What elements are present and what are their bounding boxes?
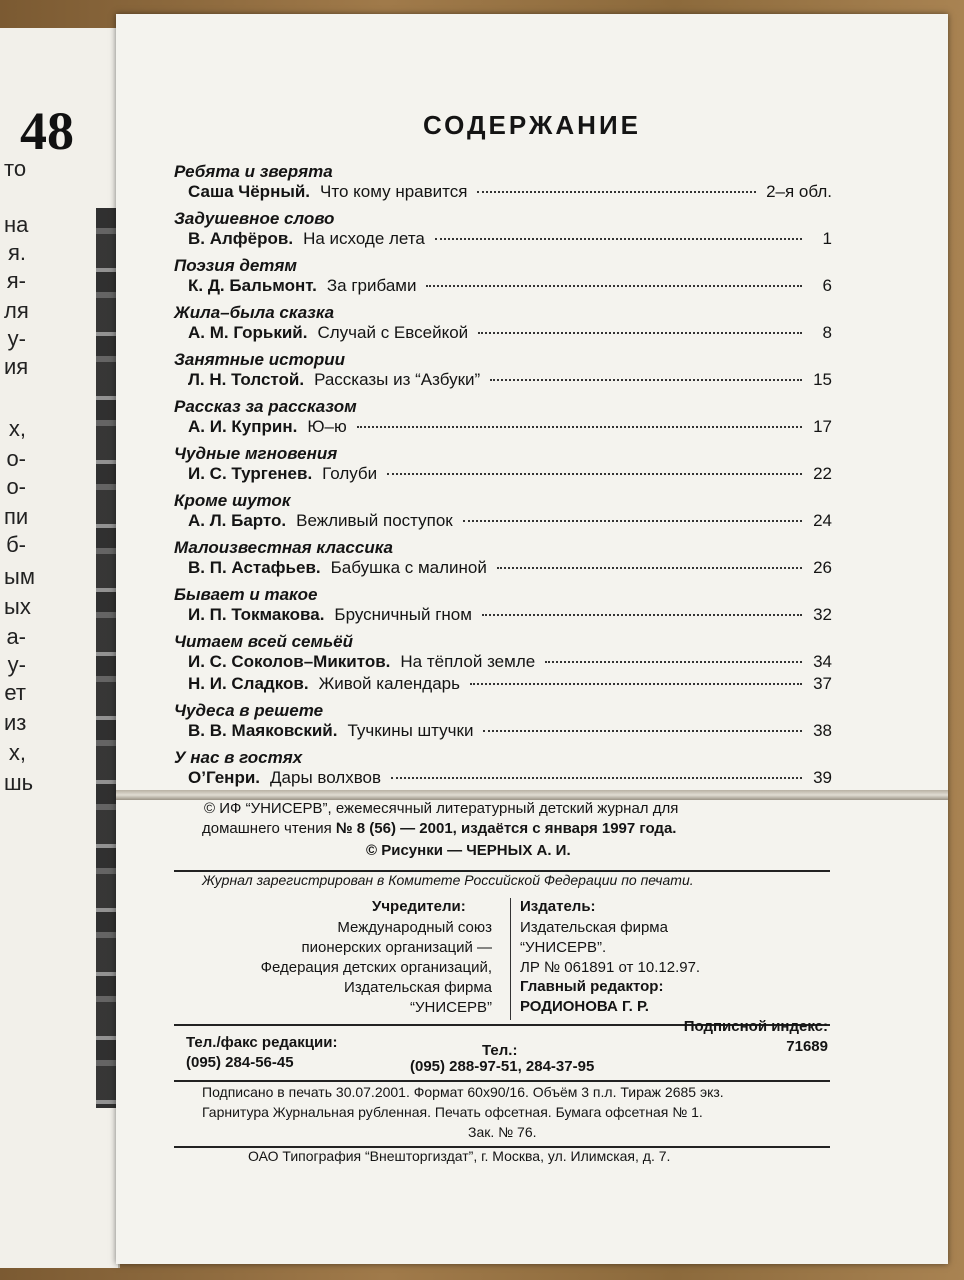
left-page-text-fragment: из: [4, 710, 27, 735]
toc-page-number: 38: [813, 721, 832, 740]
toc-entry: [188, 370, 832, 390]
toc-work-title: Голуби: [322, 464, 378, 483]
toc-work-title: Бабушка с малиной: [330, 558, 487, 577]
subscription-index: 71689: [786, 1038, 828, 1055]
toc-work-title: Ю–ю: [307, 417, 347, 436]
toc-section-heading: Чудеса в решете: [174, 701, 324, 720]
founders-label: Учредители:: [372, 898, 466, 915]
editor-name: РОДИОНОВА Г. Р.: [520, 998, 649, 1015]
toc-leader-dots: [545, 661, 802, 663]
toc-section-heading: Рассказ за рассказом: [174, 397, 357, 416]
toc-page-number: 2–я обл.: [766, 182, 832, 201]
toc-author: А. М. Горький.: [188, 323, 308, 342]
contents-page: [116, 14, 948, 1264]
toc-section-heading: Занятные истории: [174, 350, 346, 369]
toc-section-heading: Поэзия детям: [174, 256, 298, 275]
left-page-text-fragment: а-: [6, 624, 26, 649]
left-page-text-fragment: на: [4, 212, 29, 237]
left-page-text-fragment: о-: [6, 474, 26, 499]
toc-section-heading: Кроме шуток: [174, 491, 291, 510]
printer-info: ОАО Типография “Внешторгиздат”, г. Москва, ул. Илимская, д. 7.: [248, 1148, 671, 1164]
toc-author: В. Алфёров.: [188, 229, 294, 248]
founders-list: [261, 918, 492, 1018]
founder-line: пионерских организаций —: [301, 939, 492, 956]
toc-page-number: 15: [813, 370, 832, 389]
toc-author: А. И. Куприн.: [188, 417, 298, 436]
publisher-info: [520, 918, 700, 978]
toc-entry: [188, 182, 832, 202]
left-page-text-fragment: то: [4, 156, 27, 181]
toc-entry: [188, 652, 832, 672]
toc-page-number: 1: [822, 229, 832, 248]
toc-page-number: 8: [822, 323, 832, 342]
left-page-text-fragment: у-: [7, 326, 26, 351]
toc-work-title: Тучкины штучки: [347, 721, 474, 740]
toc-leader-dots: [435, 238, 802, 240]
toc-section-heading: Ребята и зверята: [174, 162, 333, 181]
column-divider: [510, 898, 511, 1020]
toc-page-number: 32: [813, 605, 832, 624]
left-page: [0, 28, 120, 1268]
toc-leader-dots: [478, 332, 802, 334]
left-page-text-fragment: ет: [4, 680, 26, 705]
founder-line: Издательская фирма: [344, 979, 492, 996]
left-page-text-fragment: б-: [6, 532, 26, 557]
left-page-text-fragment: о-: [6, 446, 26, 471]
toc-entry: [188, 558, 832, 578]
toc-leader-dots: [482, 614, 802, 616]
toc-author: И. С. Соколов–Микитов.: [188, 652, 391, 671]
toc-author: Саша Чёрный.: [188, 182, 311, 201]
toc-entry: [188, 276, 832, 296]
toc-section-heading: Задушевное слово: [174, 209, 335, 228]
toc-author: В. В. Маяковский.: [188, 721, 338, 740]
publisher-line: “УНИСЕРВ”.: [520, 939, 607, 956]
toc-section-heading: Чудные мгновения: [174, 444, 338, 463]
toc-entry: [188, 511, 832, 531]
toc-author: Н. И. Сладков.: [188, 674, 309, 693]
toc-work-title: На исходе лета: [303, 229, 425, 248]
phone-label: Тел.:: [482, 1042, 518, 1059]
toc-work-title: Дары волхвов: [270, 768, 382, 787]
left-page-text-fragment: я.: [7, 240, 26, 265]
print-order: Зак. № 76.: [468, 1124, 537, 1140]
toc-section-heading: Жила–была сказка: [174, 303, 335, 322]
publisher-line: ЛР № 061891 от 10.12.97.: [520, 959, 701, 976]
left-page-text-fragment: шь: [4, 770, 34, 795]
toc-leader-dots: [477, 191, 756, 193]
left-page-text-fragment: ля: [4, 298, 29, 323]
left-page-text-fragment: ым: [4, 564, 35, 589]
toc-entry: [188, 229, 832, 249]
fax-number: (095) 284-56-45: [186, 1054, 294, 1071]
imprint-line-1: © ИФ “УНИСЕРВ”, ежемесячный литературный детский журнал для: [204, 800, 679, 817]
divider: [174, 1080, 830, 1082]
toc-author: И. С. Тургенев.: [188, 464, 313, 483]
toc-author: В. П. Астафьев.: [188, 558, 321, 577]
toc-page-number: 22: [813, 464, 832, 483]
publisher-line: Издательская фирма: [520, 919, 668, 936]
elastic-band: [116, 790, 948, 800]
left-page-text-fragment: я-: [6, 268, 26, 293]
toc-work-title: Брусничный гном: [334, 605, 472, 624]
toc-leader-dots: [357, 426, 802, 428]
toc-leader-dots: [391, 777, 802, 779]
toc-entry: [188, 323, 832, 343]
left-page-text-fragment: пи: [4, 504, 29, 529]
print-info-1: Подписано в печать 30.07.2001. Формат 60x90/16. Объём 3 п.л. Тираж 2685 экз.: [202, 1084, 724, 1100]
toc-leader-dots: [470, 683, 802, 685]
toc-author: К. Д. Бальмонт.: [188, 276, 317, 295]
toc-section-heading: Малоизвестная классика: [174, 538, 393, 557]
left-page-number: 48: [20, 101, 74, 161]
toc-work-title: Живой календарь: [318, 674, 460, 693]
toc-author: А. Л. Барто.: [188, 511, 287, 530]
toc-author: И. П. Токмакова.: [188, 605, 325, 624]
toc-author: О’Генри.: [188, 768, 261, 787]
left-page-illustration-edge: [96, 208, 118, 1108]
toc-leader-dots: [387, 473, 802, 475]
page-title: СОДЕРЖАНИЕ: [423, 110, 641, 140]
toc-work-title: Что кому нравится: [320, 182, 468, 201]
print-info-2: Гарнитура Журнальная рубленная. Печать офсетная. Бумага офсетная № 1.: [202, 1104, 703, 1120]
toc-work-title: За грибами: [326, 276, 417, 295]
toc-page-number: 6: [822, 276, 832, 295]
toc-work-title: На тёплой земле: [400, 652, 536, 671]
imprint-illustrations: © Рисунки — ЧЕРНЫХ А. И.: [366, 842, 571, 859]
toc-section-heading: Бывает и такое: [174, 585, 318, 604]
toc-entry: [188, 464, 832, 484]
toc-page-number: 39: [813, 768, 832, 787]
founder-line: “УНИСЕРВ”: [410, 999, 492, 1016]
toc-work-title: Рассказы из “Азбуки”: [314, 370, 481, 389]
toc-page-number: 34: [813, 652, 832, 671]
toc-page-number: 24: [813, 511, 832, 530]
editor-label: Главный редактор:: [520, 978, 664, 995]
registration-note: Журнал зарегистрирован в Комитете Российской Федерации по печати.: [202, 872, 694, 888]
toc-work-title: Случай с Евсейкой: [317, 323, 469, 342]
toc-leader-dots: [463, 520, 802, 522]
toc-page-number: 17: [813, 417, 832, 436]
publisher-label: Издатель:: [520, 898, 596, 915]
toc-author: Л. Н. Толстой.: [188, 370, 305, 389]
toc-leader-dots: [497, 567, 802, 569]
founder-line: Международный союз: [337, 919, 492, 936]
toc-work-title: Вежливый поступок: [296, 511, 453, 530]
toc-leader-dots: [490, 379, 802, 381]
imprint-line-2: домашнего чтения № 8 (56) — 2001, издаётся с января 1997 года.: [202, 820, 677, 837]
toc-entry: [188, 417, 832, 437]
left-page-text-fragment: у-: [7, 652, 26, 677]
toc-entry: [188, 674, 832, 694]
toc-entry: [188, 605, 832, 625]
toc-entry: [188, 721, 832, 741]
toc-section-heading: Читаем всей семьёй: [174, 632, 354, 651]
left-page-text-fragment: ых: [4, 594, 31, 619]
phone-numbers: (095) 288-97-51, 284-37-95: [410, 1058, 595, 1075]
toc-page-number: 37: [813, 674, 832, 693]
toc-leader-dots: [426, 285, 802, 287]
subscription-index-label: Подписной индекс:: [683, 1018, 828, 1035]
toc-section-heading: У нас в гостях: [174, 748, 303, 767]
left-page-text-fragment: ия: [4, 354, 29, 379]
toc-leader-dots: [483, 730, 802, 732]
toc-entry: [188, 768, 832, 788]
fax-label: Тел./факс редакции:: [186, 1034, 338, 1051]
left-page-text-fragment: х,: [8, 416, 26, 441]
toc-page-number: 26: [813, 558, 832, 577]
founder-line: Федерация детских организаций,: [260, 959, 492, 976]
left-page-text-fragment: х,: [8, 740, 26, 765]
